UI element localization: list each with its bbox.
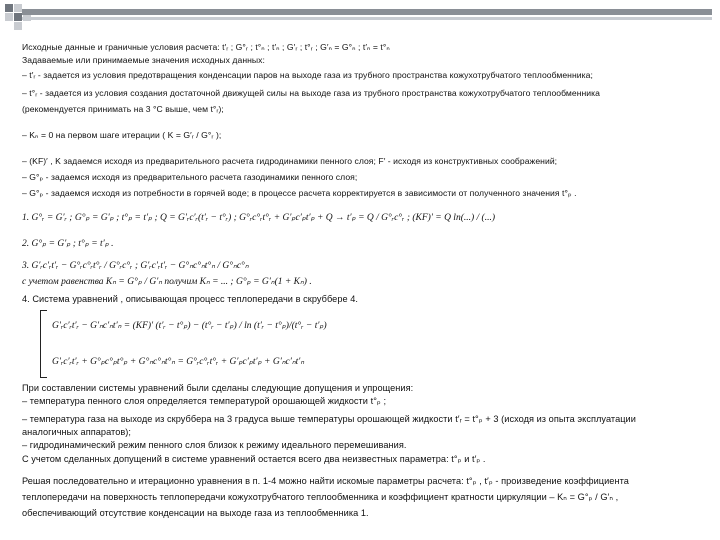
text-line: – температура пенного слоя определяется температурой орошающей жидкости t°ₚ ; bbox=[22, 396, 387, 406]
text-line: Исходные данные и граничные условия расчета: t′ᵣ ; G°ᵣ ; t°ₙ ; t′ₙ ; G′ᵣ ; t°ᵣ ; G′ₙ = G°ₙ ; t′ₙ = t°ₙ bbox=[22, 42, 390, 52]
text-line: 4. Система уравнений , описывающая процесс теплопередачи в скруббере 4. bbox=[22, 294, 358, 304]
text-line: – t′ᵣ - задается из условия предотвращения конденсации паров на выходе газа из трубного пространства кожухотрубчатого теплообменника; bbox=[22, 70, 593, 80]
text-line: Решая последовательно и итерационно уравнения в п. 1-4 можно найти искомые параметры расчета: t°ₚ , t′ₚ - произведение коэффициента bbox=[22, 476, 629, 486]
text-line: (рекомендуется принимать на 3 °С выше, чем t°ᵣ); bbox=[22, 104, 224, 114]
corner-square bbox=[14, 13, 22, 21]
equation-4b: G′ᵣc′ᵣt′ᵣ + G°ₚc°ₚt°ₚ + G°ₙc°ₙt°ₙ = G°ᵣc°ᵣt°ᵣ + G′ₚc′ₚt′ₚ + G′ₙc′ₙt′ₙ bbox=[52, 357, 305, 367]
corner-square bbox=[14, 22, 22, 30]
text-line: теплопередачи на поверхность теплопередачи кожухотрубчатого теплообменника и коэффициент кратности циркуляции – Kₙ = G°ₚ / G′ₙ , bbox=[22, 492, 619, 502]
corner-square bbox=[14, 4, 22, 12]
text-line: обеспечивающий отсутствие конденсации на выходе газа из теплообменника 1. bbox=[22, 508, 369, 518]
text-line: – G°ₚ - задаемся исходя из потребности в горячей воде; в процессе расчета корректируется в зависимости от полученного значения t°ₚ . bbox=[22, 188, 577, 198]
text-line: При составлении системы уравнений были сделаны следующие допущения и упрощения: bbox=[22, 383, 414, 393]
slide-corner-decoration bbox=[0, 0, 70, 40]
text-line: – G°ₚ - задаемся исходя из предварительного расчета газодинамики пенного слоя; bbox=[22, 172, 358, 182]
equation-3-right: с учетом равенства Kₙ = G°ₚ / G′ₙ получим Kₙ = ... ; G°ₚ = G′ₙ(1 + Kₙ) . bbox=[22, 277, 312, 287]
text-line: – Kₙ = 0 на первом шаге итерации ( K = G′ᵣ / G°ᵣ ); bbox=[22, 130, 222, 140]
text-line: – температура газа на выходе из скруббера на 3 градуса выше температуры орошающей жидкости t′ᵣ = t°ₚ + 3 (исходя из опыта эксплуатации bbox=[22, 414, 636, 424]
equation-3-left: 3. G′ᵣc′ᵣt′ᵣ − G°ᵣc°ᵣt°ᵣ / G°ᵣc°ᵣ ; G′ᵣc′ᵣt′ᵣ − G°ₙc°ₙt°ₙ / G°ₙc°ₙ bbox=[22, 261, 249, 271]
corner-square bbox=[5, 13, 13, 21]
header-bar bbox=[22, 9, 712, 15]
system-brace bbox=[40, 310, 47, 378]
text-line: аналогичных аппаратов); bbox=[22, 427, 132, 437]
text-line: С учетом сделанных допущений в системе уравнений остается всего два неизвестных параметра: t°ₚ и t′ₚ . bbox=[22, 454, 486, 464]
text-line: – t°ᵣ - задается из условия создания достаточной движущей силы на выходе газа из трубного пространства кожухотрубчатого теплообменника bbox=[22, 88, 600, 98]
text-line: – (KF)′ , K задаемся исходя из предварительного расчета гидродинамики пенного слоя; F′ - исходя из конструктивных соображений; bbox=[22, 156, 558, 166]
equation-1: 1. G°ᵣ = G′ᵣ ; G°ₚ = G′ₚ ; t°ₚ = t′ₚ ; Q = G′ᵣc′ᵣ(t′ᵣ − t°ᵣ) ; G°ᵣc°ᵣt°ᵣ + G′ₚc′ₚt′ₚ + Q → t′ₚ = Q / G°ᵣc°ᵣ ; (KF)′ = Q ln(...) / (...) bbox=[22, 213, 495, 223]
corner-square bbox=[5, 4, 13, 12]
equation-2: 2. G°ₚ = G′ₚ ; t°ₚ = t′ₚ . bbox=[22, 239, 114, 249]
equation-4a: G′ᵣc′ᵣt′ᵣ − G′ₙc′ₙt′ₙ = (KF)′ (t′ᵣ − t°ₚ) − (t°ᵣ − t′ₚ) / ln (t′ᵣ − t°ₚ)/(t°ᵣ − t′ₚ) bbox=[52, 321, 327, 331]
header-bar-thin bbox=[22, 17, 712, 20]
text-line: Задаваемые или принимаемые значения исходных данных: bbox=[22, 55, 265, 65]
text-line: – гидродинамический режим пенного слоя близок к режиму идеального перемешивания. bbox=[22, 440, 407, 450]
